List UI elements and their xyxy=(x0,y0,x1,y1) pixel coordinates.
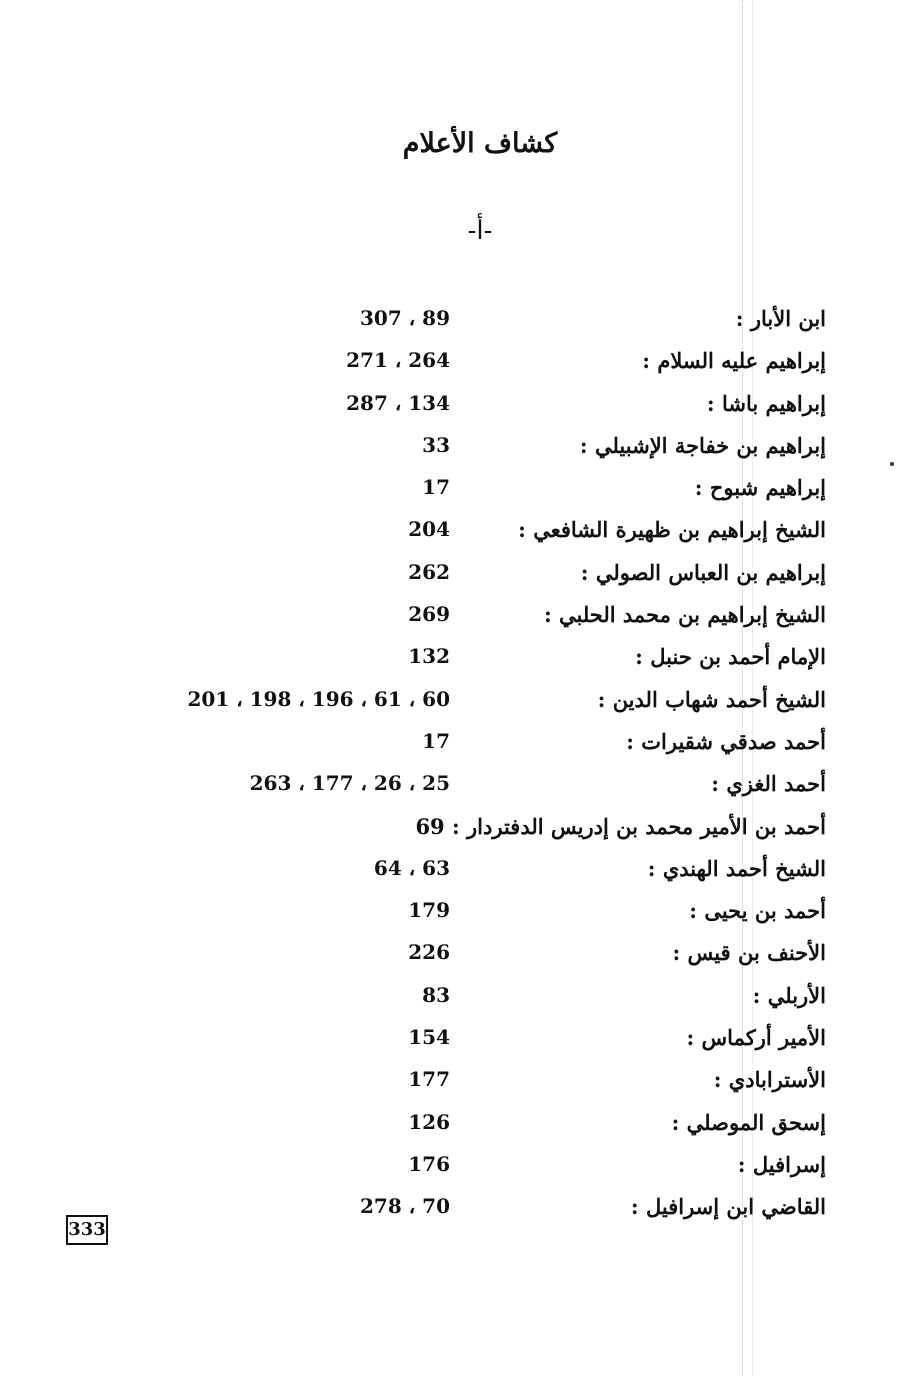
entry-name: أحمد بن يحيى : xyxy=(689,898,826,924)
index-entry xyxy=(200,469,830,511)
index-entry xyxy=(200,1146,830,1188)
entry-pages: 179 xyxy=(408,898,450,923)
entry-pages: 126 xyxy=(408,1109,450,1134)
index-entry xyxy=(200,850,830,892)
entry-name: إبراهيم شبوح : xyxy=(694,475,826,501)
index-entry xyxy=(200,342,830,384)
index-entry xyxy=(200,554,830,596)
entry-pages: 134 ، 287 xyxy=(346,390,450,415)
entry-name: إبراهيم بن العباس الصولي : xyxy=(580,559,826,585)
entry-name: أحمد صدقي شقيرات : xyxy=(626,728,826,754)
entry-name: الشيخ أحمد شهاب الدين : xyxy=(597,686,826,712)
index-entry xyxy=(200,1188,830,1230)
entry-name: إبراهيم عليه السلام : xyxy=(642,348,826,374)
entry-name: أحمد الغزي : xyxy=(711,771,826,797)
entry-pages: 17 xyxy=(422,728,450,753)
entry-pages: 70 ، 278 xyxy=(360,1194,450,1219)
index-title: كشاف الأعلام xyxy=(402,128,558,159)
entry-name: الأحنف بن قيس : xyxy=(672,940,826,966)
entry-pages: 269 xyxy=(408,602,450,627)
entry-name: الإمام أحمد بن حنبل : xyxy=(635,644,826,670)
entry-pages: 177 xyxy=(408,1067,450,1092)
entry-name: ابن الأبار : xyxy=(735,306,826,331)
entry-name: إبراهيم بن خفاجة الإشبيلي : xyxy=(579,432,826,458)
entry-name: أحمد بن الأمير محمد بن إدريس الدفتردار : 69 xyxy=(415,813,826,839)
page-number-box: 333 xyxy=(66,1215,108,1245)
index-entry xyxy=(200,1061,830,1103)
entry-name: الأربلي : xyxy=(752,982,826,1008)
entry-pages: 89 ، 307 xyxy=(360,306,450,330)
index-entry xyxy=(200,808,830,850)
entry-pages: 132 xyxy=(408,644,450,669)
entry-pages: 154 xyxy=(408,1025,450,1050)
entry-name: إبراهيم باشا : xyxy=(706,390,826,416)
entry-name: الشيخ أحمد الهندي : xyxy=(647,855,826,881)
index-entry xyxy=(200,1019,830,1061)
entry-pages: 17 xyxy=(422,475,450,500)
entry-pages: 63 ، 64 xyxy=(373,855,450,880)
index-entry xyxy=(200,977,830,1019)
index-entry xyxy=(200,723,830,765)
index-entry xyxy=(200,300,830,342)
entry-name: إسحق الموصلي : xyxy=(671,1109,826,1135)
index-entry xyxy=(187,681,830,723)
entry-name: الأسترابادي : xyxy=(713,1067,826,1093)
index-entry xyxy=(200,511,830,553)
entry-pages: 264 ، 271 xyxy=(346,348,450,373)
entry-pages: 204 xyxy=(408,517,450,542)
index-entry xyxy=(200,385,830,427)
index-entry xyxy=(200,1104,830,1146)
entry-name: الشيخ إبراهيم بن ظهيرة الشافعي : xyxy=(518,517,826,543)
entry-name: الأمير أركماس : xyxy=(686,1025,826,1051)
index-entry xyxy=(200,638,830,680)
entry-name: إسرافيل : xyxy=(737,1151,826,1177)
index-entry xyxy=(200,892,830,934)
entry-name: الشيخ إبراهيم بن محمد الحلبي : xyxy=(543,602,826,628)
entry-pages: 226 xyxy=(408,940,450,965)
index-entries-list xyxy=(187,300,830,1231)
scan-speck xyxy=(890,462,894,466)
index-entry xyxy=(200,427,830,469)
index-entry xyxy=(200,934,830,976)
section-letter-heading: -أ- xyxy=(467,216,493,246)
index-entry xyxy=(200,596,830,638)
entry-pages: 25 ، 26 ، 177 ، 263 xyxy=(249,771,450,796)
entry-pages: 83 xyxy=(422,982,450,1007)
entry-pages: 33 xyxy=(422,432,450,457)
entry-pages: 176 xyxy=(408,1151,450,1176)
entry-pages: 60 ، 61 ، 196 ، 198 ، 201 xyxy=(187,686,450,711)
entry-name: القاضي ابن إسرافيل : xyxy=(630,1194,826,1220)
index-entry xyxy=(200,765,830,807)
entry-pages: 262 xyxy=(408,559,450,584)
